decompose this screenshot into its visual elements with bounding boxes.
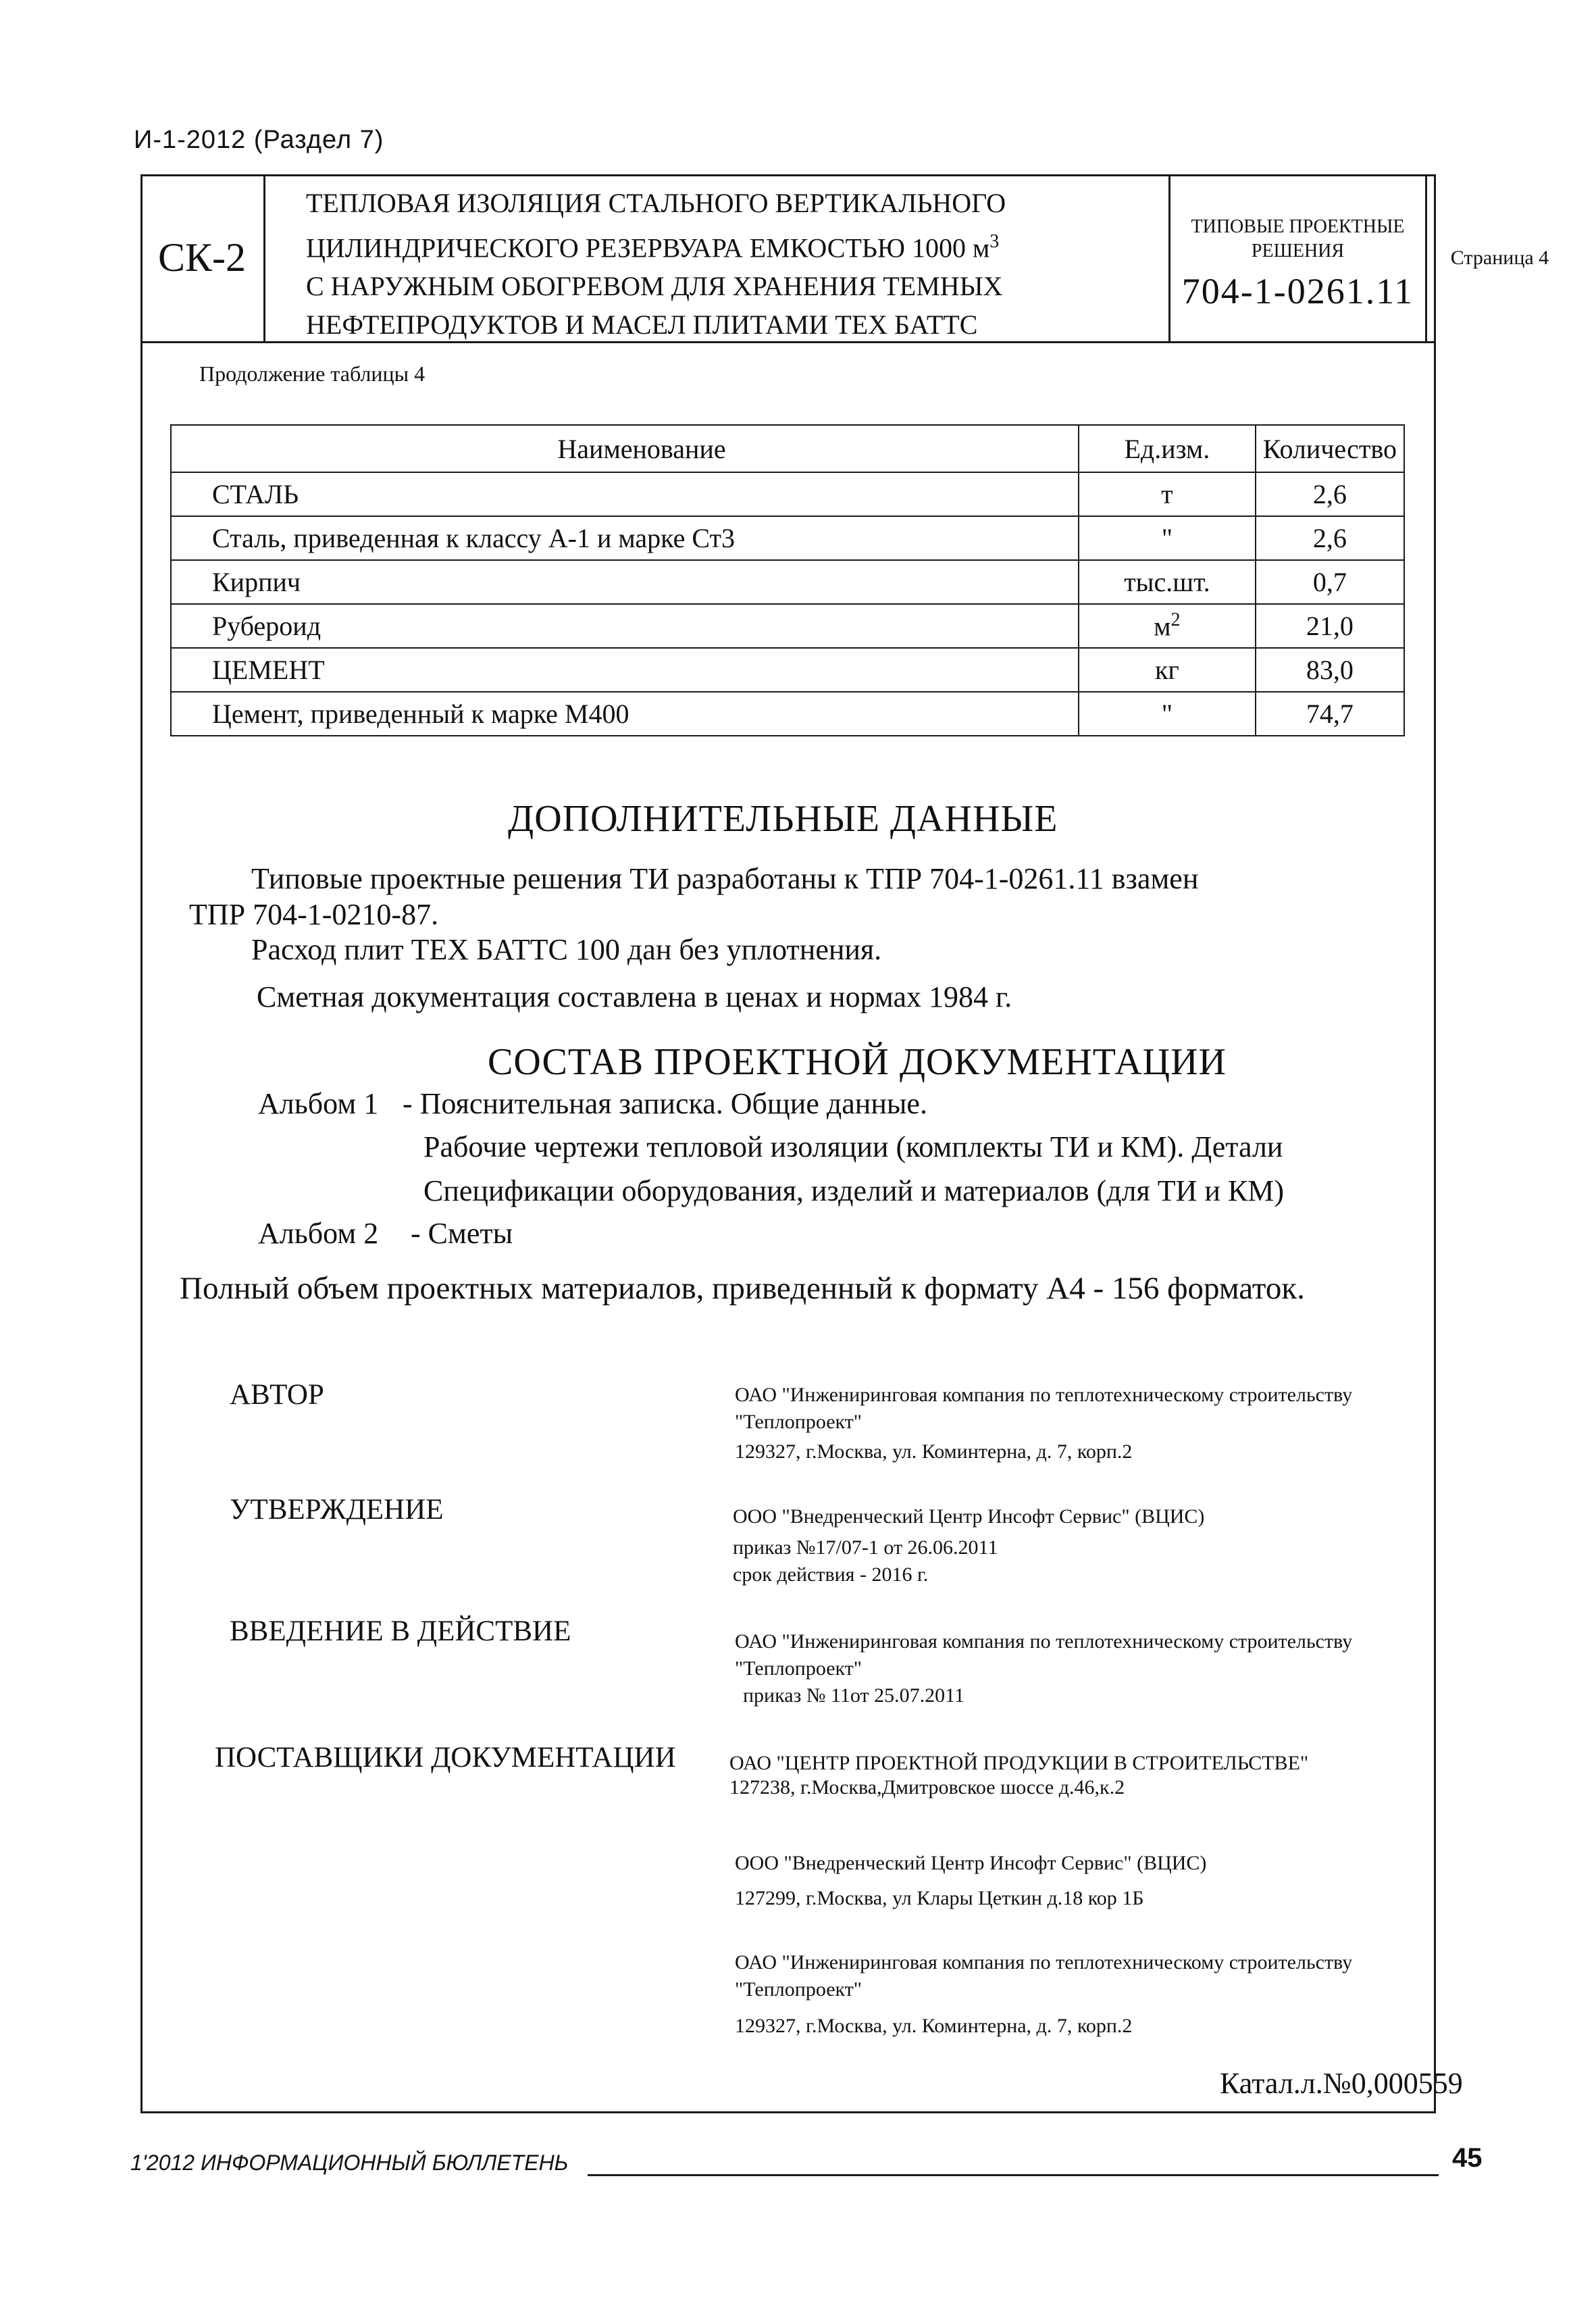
series-label-line-1: ТИПОВЫЕ ПРОЕКТНЫЕ bbox=[1191, 216, 1405, 237]
bulletin-title: 1'2012 ИНФОРМАЦИОННЫЙ БЮЛЛЕТЕНЬ bbox=[130, 2150, 569, 2175]
header-qty: Количество bbox=[1256, 425, 1404, 472]
title-line-3: С НАРУЖНЫМ ОБОГРЕВОМ ДЛЯ ХРАНЕНИЯ ТЕМНЫХ bbox=[306, 271, 1003, 302]
supplier-2 bbox=[735, 1850, 1206, 1912]
document-code: И-1-2012 (Раздел 7) bbox=[134, 126, 384, 154]
approval-label: УТВЕРЖДЕНИЕ bbox=[230, 1494, 444, 1526]
title-block bbox=[140, 174, 1549, 343]
cell-qty: 83,0 bbox=[1256, 648, 1404, 692]
series-number: 704-1-0261.11 bbox=[1181, 271, 1414, 311]
table-row bbox=[171, 648, 1404, 692]
author-line-3: 129327, г.Москва, ул. Коминтерна, д. 7, корп.2 bbox=[735, 1440, 1133, 1463]
table-row bbox=[171, 692, 1404, 736]
table-header-row bbox=[171, 425, 1404, 472]
cell-name: Кирпич bbox=[171, 560, 1079, 604]
approval-org bbox=[733, 1503, 1204, 1588]
supplier-1-line-2: 127238, г.Москва,Дмитровское шоссе д.46,к.2 bbox=[729, 1776, 1125, 1799]
composition-heading: СОСТАВ ПРОЕКТНОЙ ДОКУМЕНТАЦИИ bbox=[488, 1041, 1227, 1083]
author-label: АВТОР bbox=[230, 1379, 324, 1411]
document-title bbox=[265, 174, 1170, 341]
album1-line-2: Рабочие чертежи тепловой изоляции (комплекты ТИ и КМ). Детали bbox=[423, 1130, 1283, 1163]
supplier-2-line-1: ООО "Внедренческий Центр Инсофт Сервис" (ВЦИС) bbox=[735, 1852, 1207, 1874]
footer-divider bbox=[588, 2174, 1439, 2176]
cell-name: Цемент, приведенный к марке М400 bbox=[171, 692, 1079, 736]
series-label-line-2: РЕШЕНИЯ bbox=[1251, 241, 1345, 261]
cell-unit: кг bbox=[1079, 648, 1256, 692]
materials-table bbox=[170, 424, 1405, 736]
total-volume-note: Полный объем проектных материалов, приведенный к формату А4 - 156 форматок. bbox=[180, 1271, 1305, 1306]
sheet-code: СК-2 bbox=[140, 174, 265, 341]
cell-qty: 2,6 bbox=[1256, 472, 1404, 516]
album1-line-3: Спецификации оборудования, изделий и материалов (для ТИ и КМ) bbox=[423, 1174, 1285, 1207]
supplier-2-line-2: 127299, г.Москва, ул Клары Цеткин д.18 кор 1Б bbox=[735, 1887, 1144, 1909]
table-row bbox=[171, 472, 1404, 516]
additional-data-heading: ДОПОЛНИТЕЛЬНЫЕ ДАННЫЕ bbox=[508, 798, 1058, 840]
album1-label: Альбом 1 bbox=[258, 1087, 379, 1120]
cell-unit: " bbox=[1079, 516, 1256, 560]
album2-line-1: - Сметы bbox=[411, 1217, 513, 1250]
cell-name: ЦЕМЕНТ bbox=[171, 648, 1079, 692]
supplier-3 bbox=[735, 1949, 1352, 2040]
suppliers-label: ПОСТАВЩИКИ ДОКУМЕНТАЦИИ bbox=[215, 1742, 676, 1774]
enactment-label: ВВЕДЕНИЕ В ДЕЙСТВИЕ bbox=[230, 1615, 571, 1647]
enactment-line-3: приказ № 11от 25.07.2011 bbox=[743, 1684, 965, 1707]
table-row bbox=[171, 516, 1404, 560]
header-unit: Ед.изм. bbox=[1079, 425, 1256, 472]
series-label bbox=[1170, 174, 1425, 263]
supplier-3-line-3: 129327, г.Москва, ул. Коминтерна, д. 7, корп.2 bbox=[735, 2015, 1133, 2037]
enactment-org bbox=[735, 1628, 1352, 1709]
supplier-3-line-2: "Теплопроект" bbox=[735, 1978, 863, 2001]
cell-qty: 0,7 bbox=[1256, 560, 1404, 604]
header-name: Наименование bbox=[171, 425, 1079, 472]
enactment-line-1: ОАО "Инжениринговая компания по теплотехническому строительству bbox=[735, 1630, 1353, 1653]
table-caption: Продолжение таблицы 4 bbox=[199, 361, 426, 386]
author-org bbox=[735, 1382, 1352, 1465]
supplier-1 bbox=[729, 1750, 1308, 1801]
cell-unit: т bbox=[1079, 472, 1256, 516]
cell-qty: 74,7 bbox=[1256, 692, 1404, 736]
cell-qty: 21,0 bbox=[1256, 604, 1404, 648]
unit-superscript: 2 bbox=[1170, 609, 1181, 631]
title-line-4: НЕФТЕПРОДУКТОВ И МАСЕЛ ПЛИТАМИ ТЕХ БАТТС bbox=[306, 309, 978, 341]
cell-qty: 2,6 bbox=[1256, 516, 1404, 560]
table-row bbox=[171, 560, 1404, 604]
page-label: Страница 4 bbox=[1450, 246, 1549, 269]
enactment-line-2: "Теплопроект" bbox=[735, 1657, 863, 1680]
cell-name: Сталь, приведенная к классу А-1 и марке Ст3 bbox=[171, 516, 1079, 560]
additional-line-4: Сметная документация составлена в ценах и нормах 1984 г. bbox=[257, 980, 1012, 1013]
cell-name: СТАЛЬ bbox=[171, 472, 1079, 516]
album1-line-1: - Пояснительная записка. Общие данные. bbox=[403, 1087, 927, 1120]
cell-unit: $м^2$ bbox=[1079, 604, 1256, 648]
cell-unit: тыс.шт. bbox=[1079, 560, 1256, 604]
additional-line-2: ТПР 704-1-0210-87. bbox=[189, 898, 439, 931]
author-line-1: ОАО "Инжениринговая компания по теплотехническому строительству bbox=[735, 1384, 1353, 1406]
series-cell bbox=[1170, 174, 1427, 341]
catalog-number: Катал.л.№0,000559 bbox=[1220, 2067, 1463, 2100]
supplier-3-line-1: ОАО "Инжениринговая компания по теплотехническому строительству bbox=[735, 1951, 1353, 1973]
author-line-2: "Теплопроект" bbox=[735, 1411, 863, 1433]
additional-line-1: Типовые проектные решения ТИ разработаны к ТПР 704-1-0261.11 взамен bbox=[251, 862, 1199, 895]
approval-line-2: приказ №17/07-1 от 26.06.2011 bbox=[733, 1536, 998, 1559]
cell-name: Рубероид bbox=[171, 604, 1079, 648]
additional-line-3: Расход плит ТЕХ БАТТС 100 дан без уплотнения. bbox=[251, 933, 882, 966]
title-superscript: 3 bbox=[989, 231, 1000, 252]
approval-line-1: ООО "Внедренческий Центр Инсофт Сервис" (ВЦИС) bbox=[733, 1505, 1205, 1528]
cell-unit: " bbox=[1079, 692, 1256, 736]
table-row bbox=[171, 604, 1404, 648]
title-line-1: ТЕПЛОВАЯ ИЗОЛЯЦИЯ СТАЛЬНОГО ВЕРТИКАЛЬНОГО bbox=[306, 188, 1006, 218]
title-line-2: ЦИЛИНДРИЧЕСКОГО РЕЗЕРВУАРА ЕМКОСТЬЮ 1000 $м^3$ bbox=[306, 231, 1000, 263]
album2-label: Альбом 2 bbox=[258, 1217, 379, 1250]
supplier-1-line-1: ОАО "ЦЕНТР ПРОЕКТНОЙ ПРОДУКЦИИ В СТРОИТЕЛЬСТВЕ" bbox=[729, 1752, 1309, 1774]
page-number: 45 bbox=[1452, 2143, 1483, 2173]
approval-line-3: срок действия - 2016 г. bbox=[733, 1563, 929, 1586]
